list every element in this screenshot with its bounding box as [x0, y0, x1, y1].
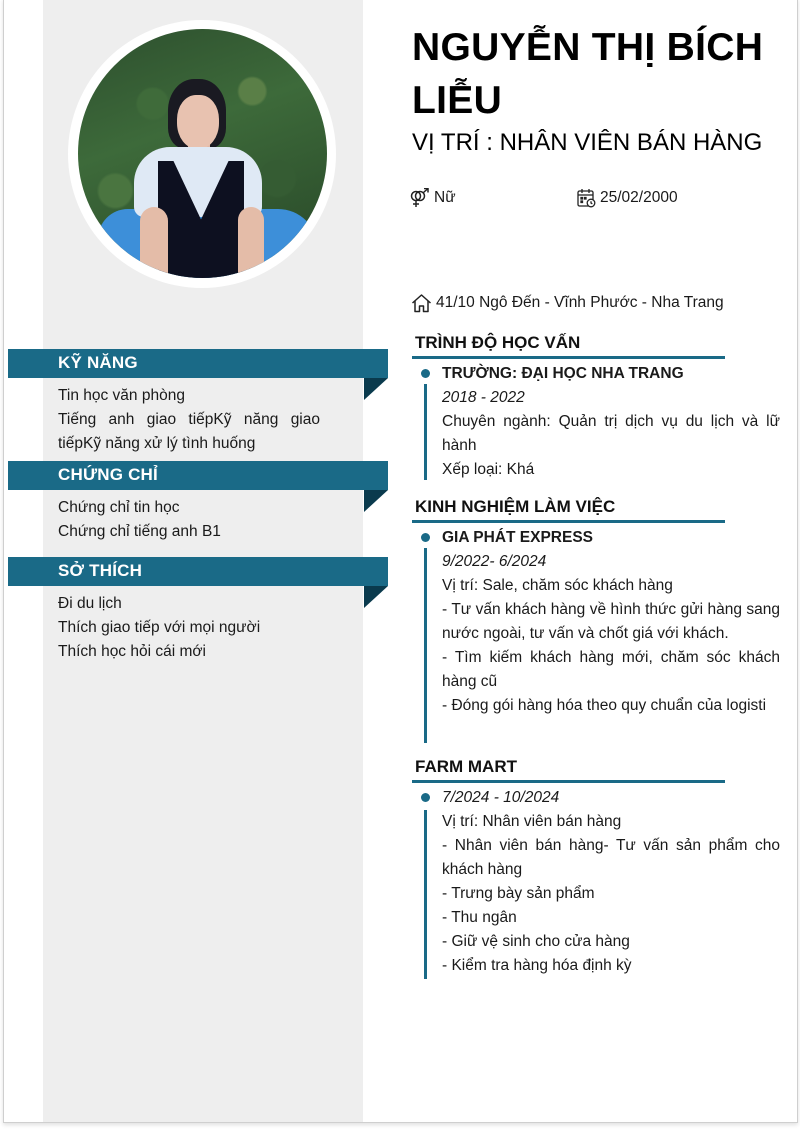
- hobbies-header: [8, 557, 388, 586]
- cv-page: [3, 0, 798, 1123]
- birthdate-value: 25/02/2000: [600, 189, 678, 206]
- education-title: TRÌNH ĐỘ HỌC VẤN: [415, 333, 581, 352]
- experience-period: 7/2024 - 10/2024: [442, 789, 560, 806]
- company-name: GIA PHÁT EXPRESS: [442, 529, 594, 546]
- hobby-item: Đi du lịch: [58, 595, 122, 612]
- hobbies-title: SỞ THÍCH: [58, 561, 143, 580]
- timeline-bullet: [421, 793, 430, 802]
- experience-detail: - Kiểm tra hàng hóa định kỳ: [442, 957, 632, 974]
- experience-detail: - Thu ngân: [442, 909, 517, 926]
- certificates-header: [8, 461, 388, 490]
- experience-detail: - Tìm kiếm khách hàng mới, chăm sóc khách hàng cũ: [442, 649, 780, 690]
- timeline-line: [424, 384, 427, 480]
- address-value: 41/10 Ngô Đến - Vĩnh Phước - Nha Trang: [436, 294, 724, 311]
- timeline-line: [424, 810, 427, 979]
- ribbon-fold: [364, 586, 388, 608]
- ribbon-fold: [364, 490, 388, 512]
- timeline-bullet: [421, 533, 430, 542]
- education-entry: [442, 362, 780, 482]
- avatar: [78, 29, 327, 278]
- ribbon-fold: [364, 378, 388, 400]
- experience-detail: Vị trí: Sale, chăm sóc khách hàng: [442, 577, 673, 594]
- company-title: FARM MART: [415, 757, 517, 776]
- home-icon: [411, 293, 432, 313]
- timeline-bullet: [421, 369, 430, 378]
- hobby-item: Thích giao tiếp với mọi người: [58, 619, 261, 636]
- experience-detail: - Giữ vệ sinh cho cửa hàng: [442, 933, 630, 950]
- certificate-item: Chứng chỉ tiếng anh B1: [58, 523, 221, 540]
- education-detail: Chuyên ngành: Quản trị dịch vụ du lịch và lữ hành: [442, 413, 780, 454]
- education-period: 2018 - 2022: [442, 389, 525, 406]
- experience-title: KINH NGHIỆM LÀM VIỆC: [415, 497, 616, 516]
- company-header: [412, 754, 725, 783]
- experience-detail: - Tư vấn khách hàng về hình thức gửi hàng sang nước ngoài, tư vấn và chốt giá với khách.: [442, 601, 780, 642]
- certificate-item: Chứng chỉ tin học: [58, 499, 180, 516]
- experience-detail: - Đóng gói hàng hóa theo quy chuẩn của logisti: [442, 697, 767, 714]
- gender-info: [408, 187, 456, 209]
- experience-detail: Vị trí: Nhân viên bán hàng: [442, 813, 622, 830]
- education-header: [412, 330, 725, 359]
- education-detail: Xếp loại: Khá: [442, 461, 535, 478]
- hobby-item: Thích học hỏi cái mới: [58, 643, 206, 660]
- timeline-line: [424, 548, 427, 743]
- skill-item: Tiếng anh giao tiếpKỹ năng giao tiếpKỹ năng xử lý tình huống: [58, 411, 320, 452]
- hobbies-list: [58, 592, 320, 664]
- school-name: TRƯỜNG: ĐẠI HỌC NHA TRANG: [442, 365, 684, 382]
- skill-item: Tin học văn phòng: [58, 387, 185, 404]
- experience-header: [412, 494, 725, 523]
- skills-list: [58, 384, 320, 456]
- experience-entry: [442, 786, 780, 978]
- job-position: VỊ TRÍ : NHÂN VIÊN BÁN HÀNG: [412, 129, 763, 156]
- certificates-list: [58, 496, 320, 544]
- candidate-name: NGUYỄN THỊ BÍCH LIỄU: [412, 26, 764, 122]
- birthdate-info: [576, 187, 678, 209]
- gender-icon: [408, 188, 430, 208]
- address-info: [411, 292, 724, 314]
- gender-value: Nữ: [434, 189, 456, 206]
- certificates-title: CHỨNG CHỈ: [58, 465, 158, 484]
- experience-detail: - Trưng bày sản phẩm: [442, 885, 595, 902]
- calendar-icon: [576, 188, 596, 208]
- skills-header: [8, 349, 388, 378]
- skills-title: KỸ NĂNG: [58, 353, 138, 372]
- experience-entry: [442, 526, 780, 718]
- experience-detail: - Nhân viên bán hàng- Tư vấn sản phẩm cho khách hàng: [442, 837, 780, 878]
- experience-period: 9/2022- 6/2024: [442, 553, 547, 570]
